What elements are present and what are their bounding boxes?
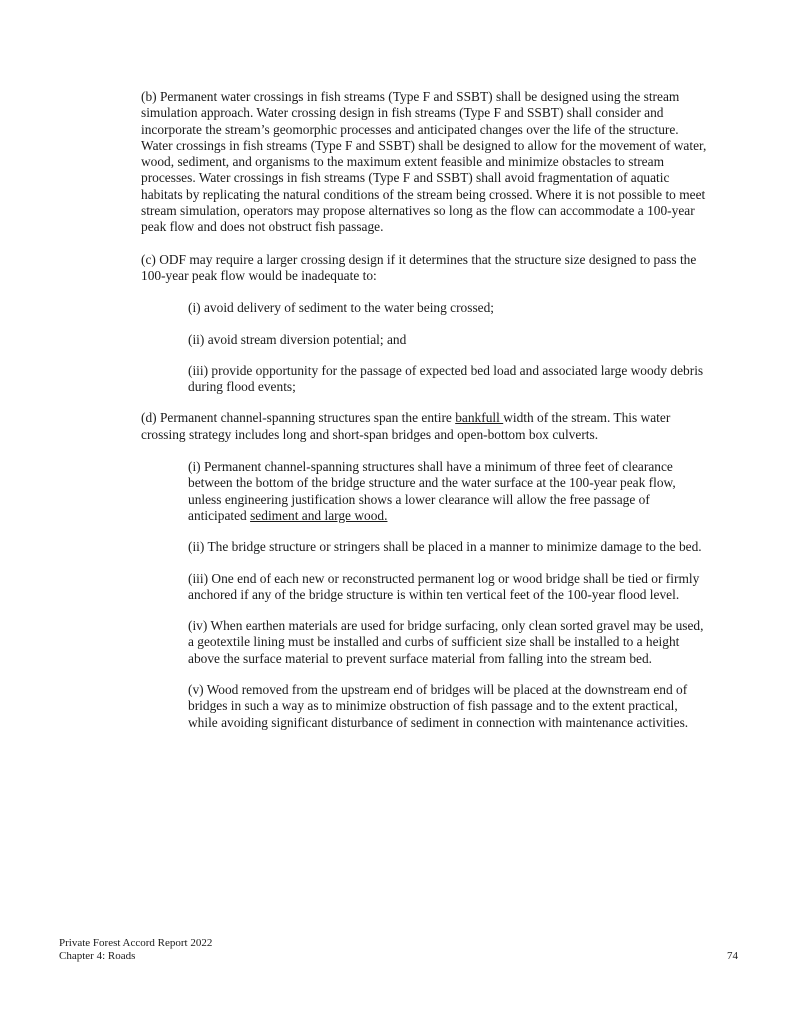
paragraph-d-text-start: (d) Permanent channel-spanning structures span the entire — [141, 410, 456, 426]
d-item-i — [188, 459, 707, 524]
paragraph-b: (b) Permanent water crossings in fish streams (Type F and SSBT) shall be designed using the stream simulation approach. Water crossing design in fish streams (Type F and SSBT) shall consider and incorporate the stream’s geomorphic processes and anticipated changes over the life of the structure. Water crossings in fish streams (Type F and SSBT) shall be designed to allow for the movement of water, wood, sediment, and organisms to the maximum extent feasible and minimize obstacles to stream processes. Water crossings in fish streams (Type F and SSBT) shall avoid fragmentation of aquatic habitats by replicating the natural conditions of the stream being crossed. Where it is not possible to meet stream simulation, operators may propose alternatives so long as the flow can accommodate a 100-year peak flow and does not obstruct fish passage. — [141, 89, 707, 235]
paragraph-d-text-end: width of the stream. This water crossing strategy includes long and short-span bridges and open-bottom box culverts. — [141, 410, 671, 442]
d-item-iv: (iv) When earthen materials are used for bridge surfacing, only clean sorted gravel may be used, a geotextile lining must be installed and curbs of sufficient size shall be installed to a height above the surface material to prevent surface material from falling into the stream bed. — [188, 618, 704, 666]
d-item-v: (v) Wood removed from the upstream end of bridges will be placed at the downstream end of bridges in such a way as to minimize obstruction of fish passage and to the extent practical, while avoiding significant disturbance of sediment in connection with maintenance activities. — [188, 682, 689, 730]
page-number: 74 — [727, 950, 738, 962]
d-item-iii: (iii) One end of each new or reconstructed permanent log or wood bridge shall be tied or firmly anchored if any of the bridge structure is within ten vertical feet of the 100-year flood level. — [188, 570, 700, 602]
c-item-i: (i) avoid delivery of sediment to the water being crossed; — [188, 300, 495, 316]
sediment-large-wood-term: sediment and large wood. — [250, 507, 388, 523]
bankfull-term: bankfull — [455, 410, 504, 426]
footer-report-title: Private Forest Accord Report 2022 — [59, 937, 213, 949]
paragraph-c: (c) ODF may require a larger crossing design if it determines that the structure size designed to pass the 100-year peak flow would be inadequate to: — [141, 251, 697, 283]
c-item-iii: (iii) provide opportunity for the passage of expected bed load and associated large woody debris during flood events; — [188, 362, 704, 395]
page-footer — [59, 937, 212, 963]
c-item-ii: (ii) avoid stream diversion potential; and — [188, 331, 407, 347]
document-body — [141, 89, 707, 746]
d-item-i-text: (i) Permanent channel-spanning structures shall have a minimum of three feet of clearance between the bottom of the bridge structure and the water surface at the 100-year peak flow, unless engineering justification shows a lower clearance will allow the free passage of anticipated — [188, 459, 676, 523]
paragraph-d — [141, 410, 707, 443]
d-item-ii: (ii) The bridge structure or stringers shall be placed in a manner to minimize damage to the bed. — [188, 539, 702, 555]
footer-chapter: Chapter 4: Roads — [59, 950, 136, 962]
